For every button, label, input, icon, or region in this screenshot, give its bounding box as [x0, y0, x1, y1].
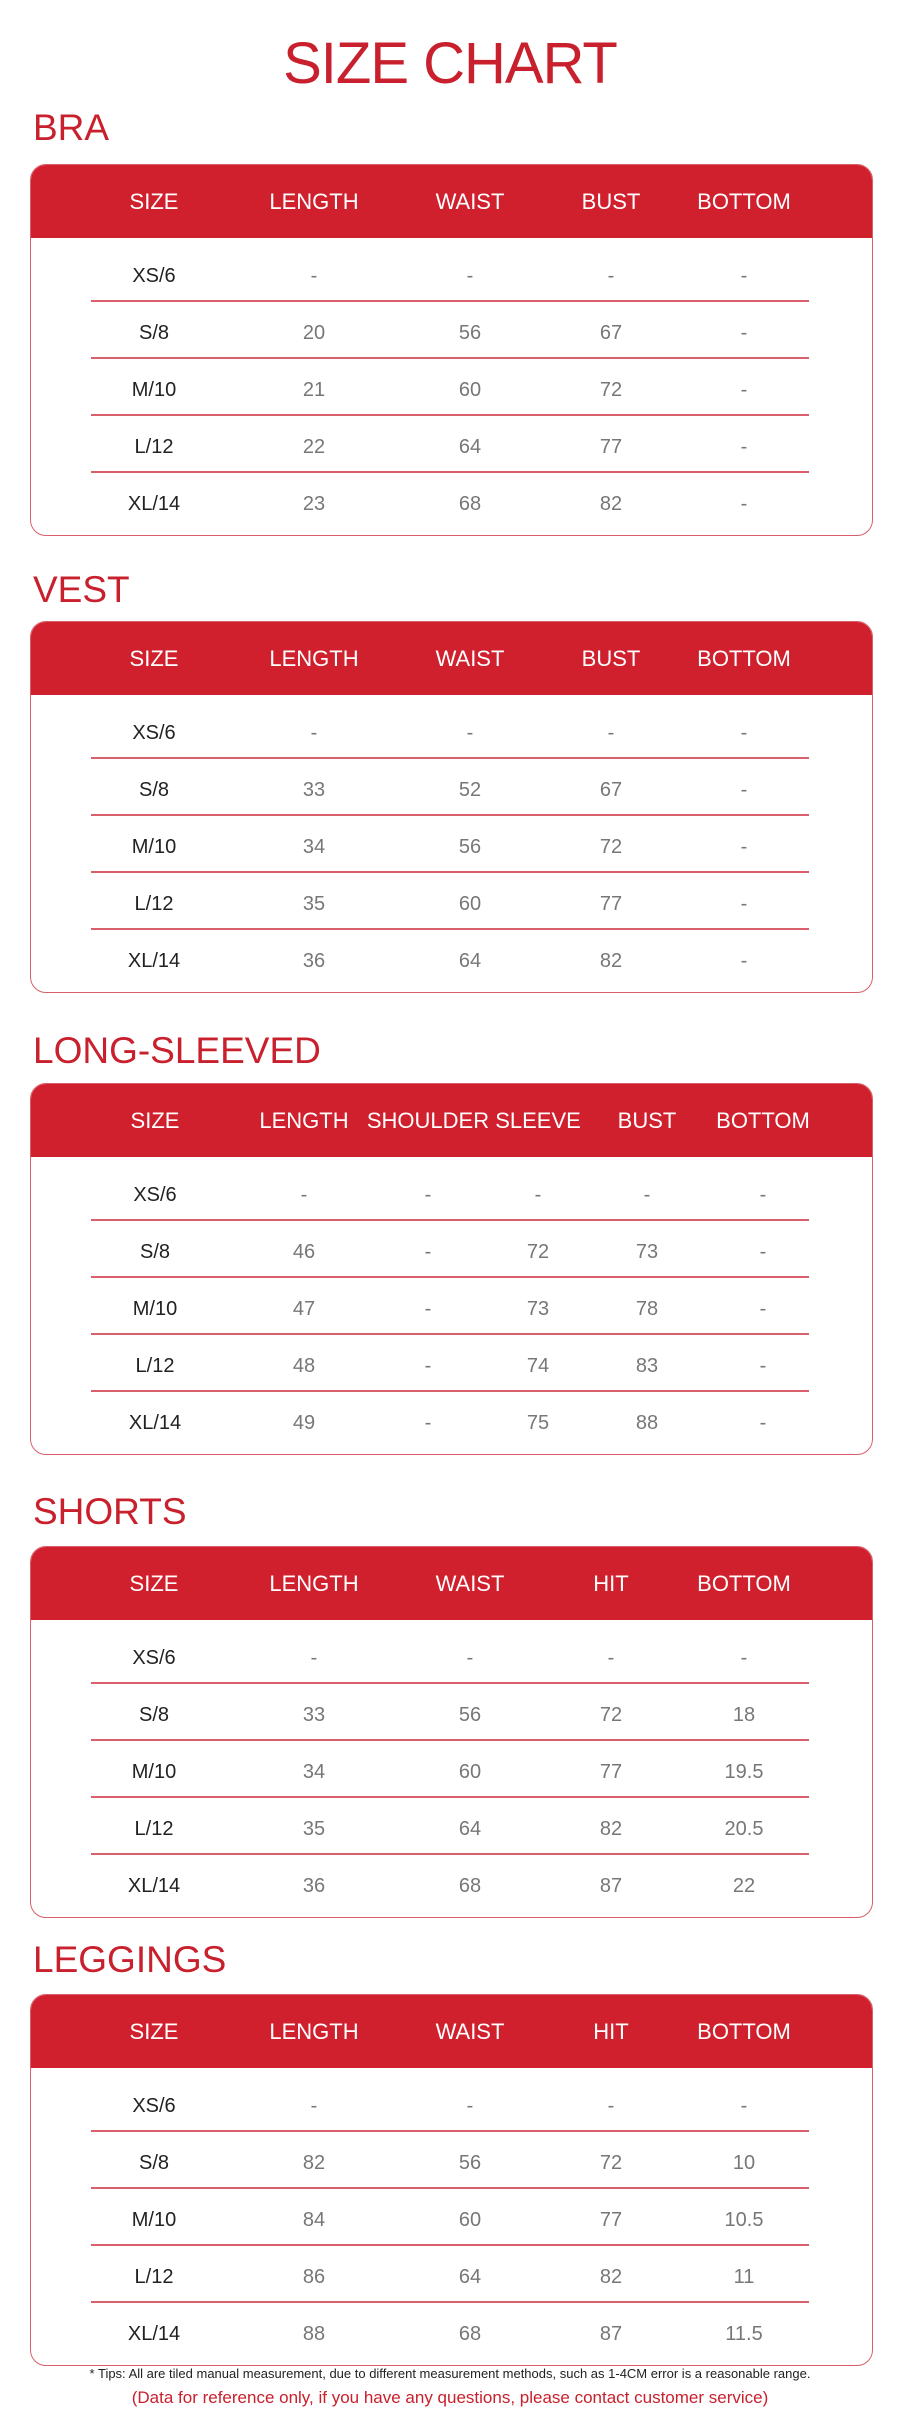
column-header: SIZE	[130, 1108, 180, 1133]
value-cell: 10	[732, 2152, 756, 2174]
section-title: SHORTS	[33, 1491, 187, 1532]
row-divider	[91, 2301, 809, 2303]
row-divider	[91, 1739, 809, 1741]
value-cell: -	[310, 2095, 318, 2117]
row-divider	[91, 414, 809, 416]
value-cell: 82	[599, 950, 623, 972]
size-cell: L/12	[134, 436, 174, 458]
value-cell: -	[466, 2095, 474, 2117]
value-cell: -	[643, 1184, 651, 1206]
value-cell: 33	[302, 779, 326, 801]
size-cell: S/8	[138, 779, 170, 801]
value-cell: 56	[458, 836, 482, 858]
value-cell: -	[759, 1298, 767, 1320]
size-table	[30, 621, 873, 993]
table-header	[31, 1995, 872, 2068]
column-header: HIT	[593, 1571, 629, 1596]
column-header: BUST	[617, 1108, 677, 1133]
value-cell: 77	[599, 436, 623, 458]
value-cell: -	[607, 722, 615, 744]
table-row	[31, 876, 872, 933]
table-row	[31, 1801, 872, 1858]
row-divider	[91, 357, 809, 359]
value-cell: 21	[302, 379, 326, 401]
table-row	[31, 305, 872, 362]
column-header: SIZE	[129, 189, 179, 214]
page-title: SIZE CHART	[283, 31, 617, 96]
column-header: LENGTH	[269, 1571, 359, 1596]
value-cell: 10.5	[724, 2209, 764, 2231]
value-cell: 67	[599, 779, 623, 801]
value-cell: 52	[458, 779, 482, 801]
size-cell: XS/6	[132, 722, 176, 744]
table-header	[31, 165, 872, 238]
value-cell: 86	[302, 2266, 326, 2288]
size-cell: XS/6	[132, 2095, 176, 2117]
table-header	[31, 1547, 872, 1620]
row-divider	[91, 1276, 809, 1278]
table-row	[31, 2078, 872, 2135]
size-cell: L/12	[134, 1818, 174, 1840]
table-row	[31, 762, 872, 819]
value-cell: 87	[599, 2323, 623, 2345]
table-row	[31, 2192, 872, 2249]
size-cell: L/12	[134, 2266, 174, 2288]
column-header: SIZE	[129, 2019, 179, 2044]
column-header: WAIST	[435, 189, 505, 214]
size-cell: M/10	[131, 836, 177, 858]
section-title: VEST	[33, 569, 130, 610]
table-row	[31, 476, 872, 533]
value-cell: 34	[302, 1761, 326, 1783]
value-cell: 67	[599, 322, 623, 344]
value-cell: 46	[292, 1241, 316, 1263]
row-divider	[91, 1682, 809, 1684]
size-cell: XS/6	[132, 265, 176, 287]
table-row	[31, 1687, 872, 1744]
row-divider	[91, 871, 809, 873]
value-cell: 77	[599, 893, 623, 915]
value-cell: 82	[599, 493, 623, 515]
value-cell: 36	[302, 950, 326, 972]
size-cell: M/10	[131, 2209, 177, 2231]
value-cell: -	[740, 1647, 748, 1669]
value-cell: 19.5	[724, 1761, 764, 1783]
size-table	[30, 1994, 873, 2366]
value-cell: 56	[458, 322, 482, 344]
value-cell: 23	[302, 493, 326, 515]
value-cell: 60	[458, 379, 482, 401]
row-divider	[91, 814, 809, 816]
value-cell: 88	[635, 1412, 659, 1434]
size-table	[30, 164, 873, 536]
value-cell: 64	[458, 2266, 482, 2288]
table-row	[31, 362, 872, 419]
row-divider	[91, 1853, 809, 1855]
value-cell: 83	[635, 1355, 659, 1377]
value-cell: -	[310, 1647, 318, 1669]
value-cell: -	[534, 1184, 542, 1206]
value-cell: 33	[302, 1704, 326, 1726]
size-cell: L/12	[134, 893, 174, 915]
value-cell: -	[607, 1647, 615, 1669]
value-cell: 47	[292, 1298, 316, 1320]
value-cell: -	[759, 1184, 767, 1206]
size-cell: XL/14	[128, 1412, 182, 1434]
value-cell: 60	[458, 2209, 482, 2231]
column-header: LENGTH	[269, 2019, 359, 2044]
value-cell: -	[466, 265, 474, 287]
table-row	[31, 419, 872, 476]
row-divider	[91, 1333, 809, 1335]
value-cell: 77	[599, 2209, 623, 2231]
size-table	[30, 1083, 873, 1455]
value-cell: 35	[302, 1818, 326, 1840]
value-cell: 34	[302, 836, 326, 858]
value-cell: -	[759, 1412, 767, 1434]
row-divider	[91, 2130, 809, 2132]
column-header: HIT	[593, 2019, 629, 2044]
value-cell: 22	[732, 1875, 756, 1897]
column-header: SHOULDER	[366, 1108, 490, 1133]
column-header: LENGTH	[259, 1108, 349, 1133]
value-cell: 18	[732, 1704, 756, 1726]
table-row	[31, 819, 872, 876]
value-cell: 56	[458, 2152, 482, 2174]
value-cell: 49	[292, 1412, 316, 1434]
value-cell: 56	[458, 1704, 482, 1726]
table-row	[31, 1395, 872, 1452]
value-cell: 72	[599, 379, 623, 401]
size-cell: M/10	[132, 1298, 178, 1320]
value-cell: -	[759, 1241, 767, 1263]
section-title: LONG-SLEEVED	[33, 1030, 321, 1071]
value-cell: 72	[599, 836, 623, 858]
value-cell: 36	[302, 1875, 326, 1897]
table-row	[31, 2135, 872, 2192]
value-cell: -	[424, 1241, 432, 1263]
row-divider	[91, 2187, 809, 2189]
table-row	[31, 705, 872, 762]
size-cell: M/10	[131, 379, 177, 401]
value-cell: -	[424, 1412, 432, 1434]
value-cell: 88	[302, 2323, 326, 2345]
size-table	[30, 1546, 873, 1918]
value-cell: -	[740, 2095, 748, 2117]
table-row	[31, 2249, 872, 2306]
table-row	[31, 1224, 872, 1281]
row-divider	[91, 2244, 809, 2246]
table-header	[31, 622, 872, 695]
column-header: BOTTOM	[697, 189, 791, 214]
value-cell: 73	[526, 1298, 550, 1320]
table-row	[31, 933, 872, 990]
value-cell: -	[740, 265, 748, 287]
value-cell: 84	[302, 2209, 326, 2231]
column-header: BOTTOM	[697, 1571, 791, 1596]
value-cell: 11.5	[725, 2323, 763, 2345]
value-cell: -	[424, 1184, 432, 1206]
size-cell: S/8	[138, 2152, 170, 2174]
column-header: BUST	[581, 646, 641, 671]
table-row	[31, 1630, 872, 1687]
value-cell: 68	[458, 1875, 482, 1897]
value-cell: -	[424, 1355, 432, 1377]
value-cell: 35	[302, 893, 326, 915]
value-cell: -	[310, 265, 318, 287]
value-cell: 72	[526, 1241, 550, 1263]
column-header: WAIST	[435, 2019, 505, 2044]
row-divider	[91, 928, 809, 930]
size-cell: XS/6	[132, 1647, 176, 1669]
row-divider	[91, 1219, 809, 1221]
value-cell: 64	[458, 1818, 482, 1840]
value-cell: -	[300, 1184, 308, 1206]
row-divider	[91, 471, 809, 473]
value-cell: -	[759, 1355, 767, 1377]
size-cell: XS/6	[133, 1184, 177, 1206]
value-cell: -	[740, 379, 748, 401]
value-cell: -	[310, 722, 318, 744]
row-divider	[91, 1796, 809, 1798]
value-cell: 68	[458, 493, 482, 515]
row-divider	[91, 300, 809, 302]
size-cell: XL/14	[127, 950, 181, 972]
value-cell: 48	[292, 1355, 316, 1377]
value-cell: 72	[599, 1704, 623, 1726]
table-header	[31, 1084, 872, 1157]
value-cell: 64	[458, 436, 482, 458]
column-header: WAIST	[435, 646, 505, 671]
table-row	[31, 248, 872, 305]
table-row	[31, 1744, 872, 1801]
value-cell: -	[740, 893, 748, 915]
column-header: WAIST	[435, 1571, 505, 1596]
column-header: BOTTOM	[697, 646, 791, 671]
table-row	[31, 1858, 872, 1915]
value-cell: 20.5	[724, 1818, 764, 1840]
value-cell: 73	[635, 1241, 659, 1263]
value-cell: -	[466, 1647, 474, 1669]
value-cell: 60	[458, 893, 482, 915]
value-cell: 64	[458, 950, 482, 972]
value-cell: 78	[635, 1298, 659, 1320]
tips-text: * Tips: All are tiled manual measurement, due to different measurement methods, such as 1-4CM error is a reasonable range.	[89, 2366, 811, 2381]
value-cell: -	[740, 322, 748, 344]
size-cell: S/8	[139, 1241, 171, 1263]
column-header: BOTTOM	[716, 1108, 810, 1133]
section-title: LEGGINGS	[33, 1939, 227, 1980]
value-cell: 60	[458, 1761, 482, 1783]
value-cell: -	[740, 722, 748, 744]
row-divider	[91, 757, 809, 759]
value-cell: -	[740, 436, 748, 458]
value-cell: -	[424, 1298, 432, 1320]
value-cell: -	[607, 265, 615, 287]
table-row	[31, 2306, 872, 2363]
value-cell: -	[740, 779, 748, 801]
value-cell: 22	[302, 436, 326, 458]
value-cell: -	[466, 722, 474, 744]
column-header: SLEEVE	[495, 1108, 581, 1133]
column-header: BOTTOM	[697, 2019, 791, 2044]
value-cell: 82	[599, 1818, 623, 1840]
size-cell: XL/14	[127, 2323, 181, 2345]
size-cell: S/8	[138, 322, 170, 344]
value-cell: 74	[526, 1355, 550, 1377]
value-cell: 87	[599, 1875, 623, 1897]
table-row	[31, 1167, 872, 1224]
column-header: LENGTH	[269, 189, 359, 214]
value-cell: 11	[733, 2266, 755, 2288]
row-divider	[91, 1390, 809, 1392]
section-title: BRA	[33, 107, 110, 148]
size-cell: L/12	[135, 1355, 175, 1377]
value-cell: 82	[599, 2266, 623, 2288]
value-cell: -	[740, 950, 748, 972]
value-cell: -	[740, 493, 748, 515]
value-cell: 20	[302, 322, 326, 344]
table-row	[31, 1281, 872, 1338]
table-row	[31, 1338, 872, 1395]
value-cell: 75	[526, 1412, 550, 1434]
value-cell: -	[740, 836, 748, 858]
size-cell: S/8	[138, 1704, 170, 1726]
column-header: SIZE	[129, 646, 179, 671]
size-cell: XL/14	[127, 493, 181, 515]
value-cell: 72	[599, 2152, 623, 2174]
value-cell: 68	[458, 2323, 482, 2345]
size-cell: M/10	[131, 1761, 177, 1783]
size-cell: XL/14	[127, 1875, 181, 1897]
column-header: BUST	[581, 189, 641, 214]
value-cell: 82	[302, 2152, 326, 2174]
value-cell: -	[607, 2095, 615, 2117]
value-cell: 77	[599, 1761, 623, 1783]
column-header: SIZE	[129, 1571, 179, 1596]
reference-note: (Data for reference only, if you have any questions, please contact customer service)	[131, 2388, 769, 2407]
column-header: LENGTH	[269, 646, 359, 671]
